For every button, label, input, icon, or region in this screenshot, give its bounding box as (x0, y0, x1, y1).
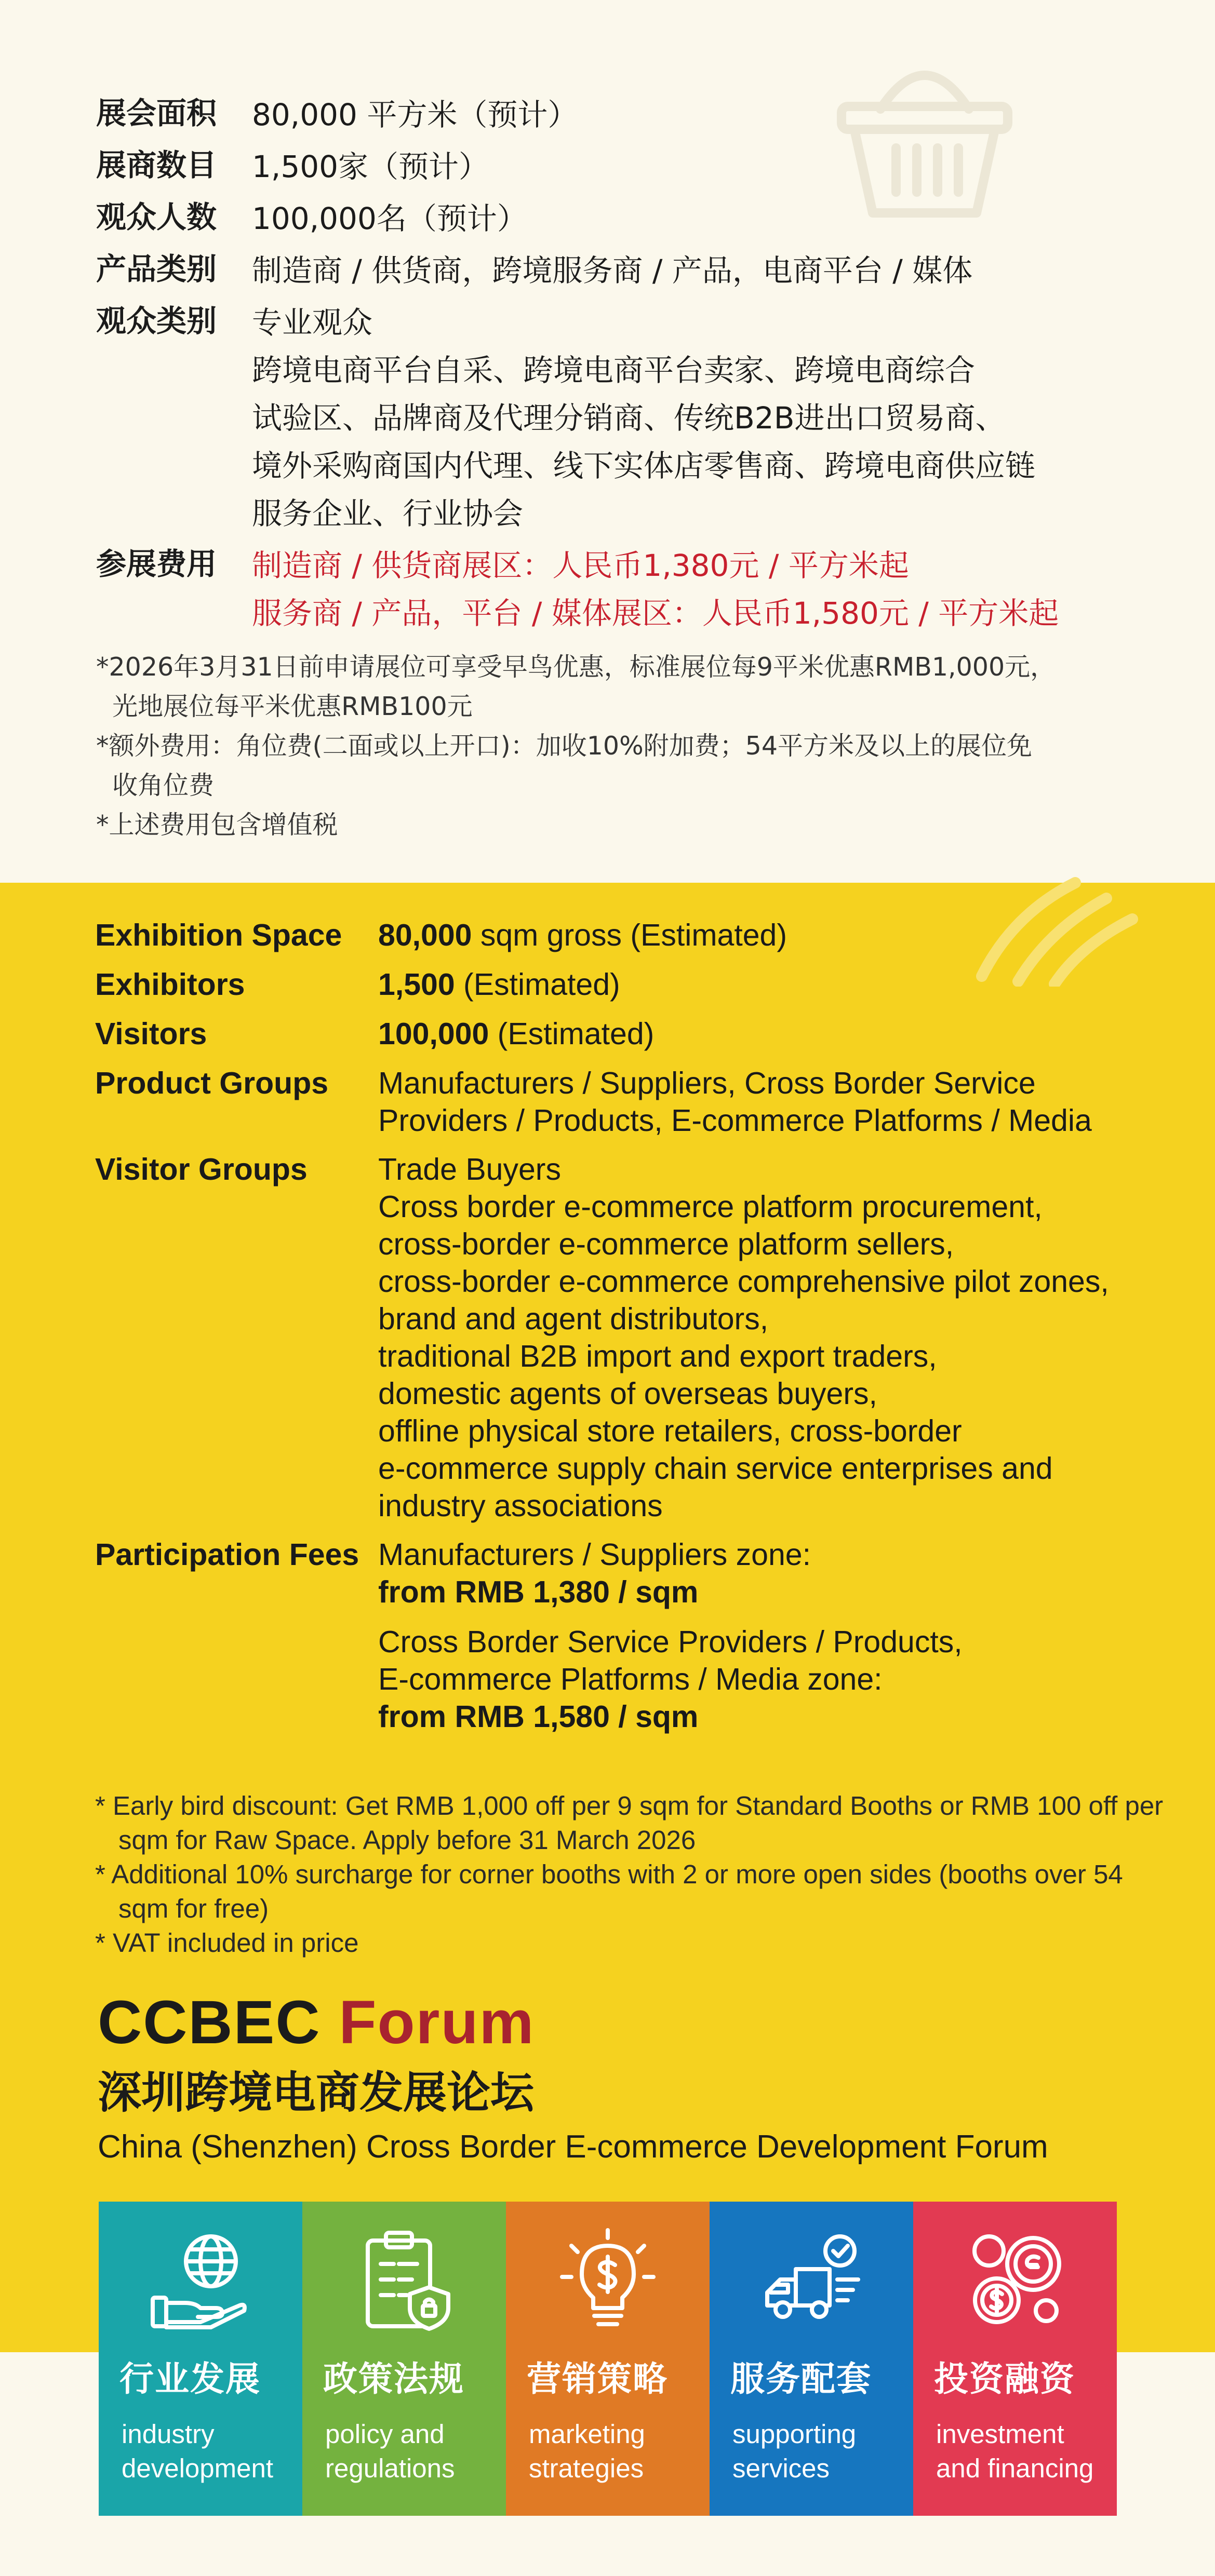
en-value: Cross border e-commerce platform procurement, (378, 1190, 1043, 1224)
tile-title-cn: 政策法规 (323, 2359, 464, 2399)
tile-title-en (325, 2417, 502, 2486)
tile-en-line: policy and (325, 2419, 445, 2449)
en-row-fees (95, 1536, 1186, 1748)
en-value-bold: 100,000 (378, 1017, 489, 1051)
tile-en-line: development (122, 2453, 274, 2483)
en-row-product-groups (95, 1064, 1186, 1139)
en-label: Visitor Groups (95, 1152, 308, 1186)
en-row-visitors (95, 1015, 1186, 1053)
cn-value: 试验区、品牌商及代理分销商、传统B2B进出口贸易商、 (252, 400, 1006, 436)
tile-en-line: industry (122, 2419, 215, 2449)
tile-en-line: supporting (732, 2419, 857, 2449)
en-value: Manufacturers / Suppliers zone: (378, 1537, 811, 1572)
tile-title-cn: 服务配套 (730, 2359, 872, 2399)
tile-en-line: and financing (936, 2453, 1094, 2483)
cn-row-exhibitors (96, 143, 1135, 191)
cn-note: *上述费用包含增值税 (96, 810, 338, 840)
cn-fee-value: 服务商 / 产品，平台 / 媒体展区：人民币1,580元 / 平方米起 (252, 596, 1059, 631)
cn-label: 产品类别 (96, 251, 217, 287)
cn-label: 参展费用 (96, 546, 217, 582)
cn-value: 跨境电商平台自采、跨境电商平台卖家、跨境电商综合 (252, 353, 976, 388)
en-value: (Estimated) (455, 967, 620, 1002)
cn-note: *2026年3月31日前申请展位可享受早鸟优惠，标准展位每9平米优惠RMB1,000元， (96, 652, 1056, 682)
en-fee-price: from RMB 1,380 / sqm (378, 1575, 699, 1609)
en-value: Trade Buyers (378, 1152, 561, 1186)
en-value: E-commerce Platforms / Media zone: (378, 1662, 883, 1696)
english-facts-list (95, 916, 1186, 1759)
en-label: Exhibition Space (95, 918, 342, 952)
en-note: * Additional 10% surcharge for corner booths with 2 or more open sides (booths over 54 sqm for free) (95, 1859, 1123, 1923)
cn-row-visitors (96, 195, 1135, 242)
clipboard-shield-icon (352, 2228, 456, 2331)
delivery-truck-icon (759, 2228, 863, 2331)
ccbec-forum-logo (98, 1989, 535, 2056)
en-value: industry associations (378, 1489, 663, 1523)
fee-block-manufacturers (378, 1536, 963, 1611)
cn-value: 100,000名（预计） (252, 201, 527, 236)
tile-title-en (936, 2417, 1113, 2486)
cn-row-visitor-groups (96, 299, 1135, 537)
tile-en-line: services (732, 2453, 830, 2483)
tile-policy-regulations (302, 2202, 506, 2516)
tile-title-en (122, 2417, 298, 2486)
forum-topic-tiles (99, 2202, 1117, 2516)
en-label: Product Groups (95, 1066, 329, 1100)
en-value: domestic agents of overseas buyers, (378, 1377, 877, 1411)
en-value: e-commerce supply chain service enterprises and (378, 1451, 1053, 1486)
en-value: cross-border e-commerce comprehensive pilot zones, (378, 1264, 1109, 1299)
cn-value: 服务企业、行业协会 (252, 496, 524, 531)
cn-note: 光地展位每平米优惠RMB100元 (96, 692, 473, 721)
coins-icon (963, 2228, 1067, 2331)
tile-en-line: strategies (529, 2453, 644, 2483)
en-value: Manufacturers / Suppliers, Cross Border Service (378, 1066, 1036, 1100)
en-value: traditional B2B import and export traders, (378, 1339, 937, 1373)
cn-row-fees (96, 542, 1135, 637)
en-value: brand and agent distributors, (378, 1302, 769, 1336)
tile-title-en (732, 2417, 909, 2486)
tile-en-line: marketing (529, 2419, 645, 2449)
cn-note: 收角位费 (96, 771, 215, 800)
tile-en-line: investment (936, 2419, 1064, 2449)
cn-label: 观众类别 (96, 303, 217, 339)
tile-title-en (529, 2417, 705, 2486)
cn-note: *额外费用：角位费(二面或以上开口)：加收10%附加费；54平方米及以上的展位免 (96, 731, 1032, 761)
cn-value: 1,500家（预计） (252, 149, 489, 184)
cn-footnotes (96, 649, 1161, 846)
en-value: (Estimated) (489, 1017, 655, 1051)
fee-block-service-providers (378, 1623, 963, 1735)
tile-investment-financing (913, 2202, 1117, 2516)
globe-hand-icon (149, 2228, 252, 2331)
chinese-facts-list (96, 91, 1135, 641)
en-value: sqm gross (Estimated) (472, 918, 787, 952)
lightbulb-dollar-icon (556, 2228, 660, 2331)
en-row-visitor-groups (95, 1151, 1186, 1525)
cn-row-area (96, 91, 1135, 139)
tile-en-line: regulations (325, 2453, 455, 2483)
en-label: Participation Fees (95, 1537, 359, 1572)
cn-value: 专业观众 (252, 305, 373, 340)
en-row-space (95, 916, 1186, 954)
en-row-exhibitors (95, 966, 1186, 1004)
en-value: cross-border e-commerce platform sellers, (378, 1227, 954, 1261)
en-value: Providers / Products, E-commerce Platforms / Media (378, 1103, 1092, 1138)
en-value-bold: 1,500 (378, 967, 455, 1002)
en-fee-price: from RMB 1,580 / sqm (378, 1700, 699, 1734)
cn-label: 展会面积 (96, 96, 217, 131)
en-note: * Early bird discount: Get RMB 1,000 off per 9 sqm for Standard Booths or RMB 100 off per sqm for Raw Space. Apply before 31 March 2026 (95, 1791, 1164, 1855)
tile-title-cn: 营销策略 (527, 2359, 668, 2399)
en-label: Exhibitors (95, 967, 245, 1002)
forum-title-cn: 深圳跨境电商发展论坛 (98, 2067, 535, 2118)
cn-label: 观众人数 (96, 199, 217, 235)
tile-industry-development (99, 2202, 302, 2516)
cn-fee-value: 制造商 / 供货商展区：人民币1,380元 / 平方米起 (252, 548, 909, 583)
logo-accent-text: Forum (339, 1988, 535, 2057)
tile-marketing-strategies (506, 2202, 710, 2516)
tile-title-cn: 行业发展 (119, 2359, 261, 2399)
forum-title-en: China (Shenzhen) Cross Border E-commerce Development Forum (98, 2129, 1048, 2165)
logo-main-text: CCBEC (98, 1988, 321, 2057)
cn-value: 80,000 平方米（预计） (252, 97, 578, 132)
cn-value: 境外采购商国内代理、线下实体店零售商、跨境电商供应链 (252, 448, 1036, 483)
en-note: * VAT included in price (95, 1928, 359, 1958)
en-value: Cross Border Service Providers / Products, (378, 1625, 963, 1659)
cn-row-product-groups (96, 247, 1135, 294)
tile-supporting-services (710, 2202, 913, 2516)
cn-value: 制造商 / 供货商，跨境服务商 / 产品，电商平台 / 媒体 (252, 253, 973, 288)
en-footnotes (95, 1789, 1176, 1960)
cn-label: 展商数目 (96, 147, 217, 183)
en-label: Visitors (95, 1017, 207, 1051)
en-value: offline physical store retailers, cross-border (378, 1414, 962, 1448)
en-value-bold: 80,000 (378, 918, 472, 952)
tile-title-cn: 投资融资 (934, 2359, 1075, 2399)
